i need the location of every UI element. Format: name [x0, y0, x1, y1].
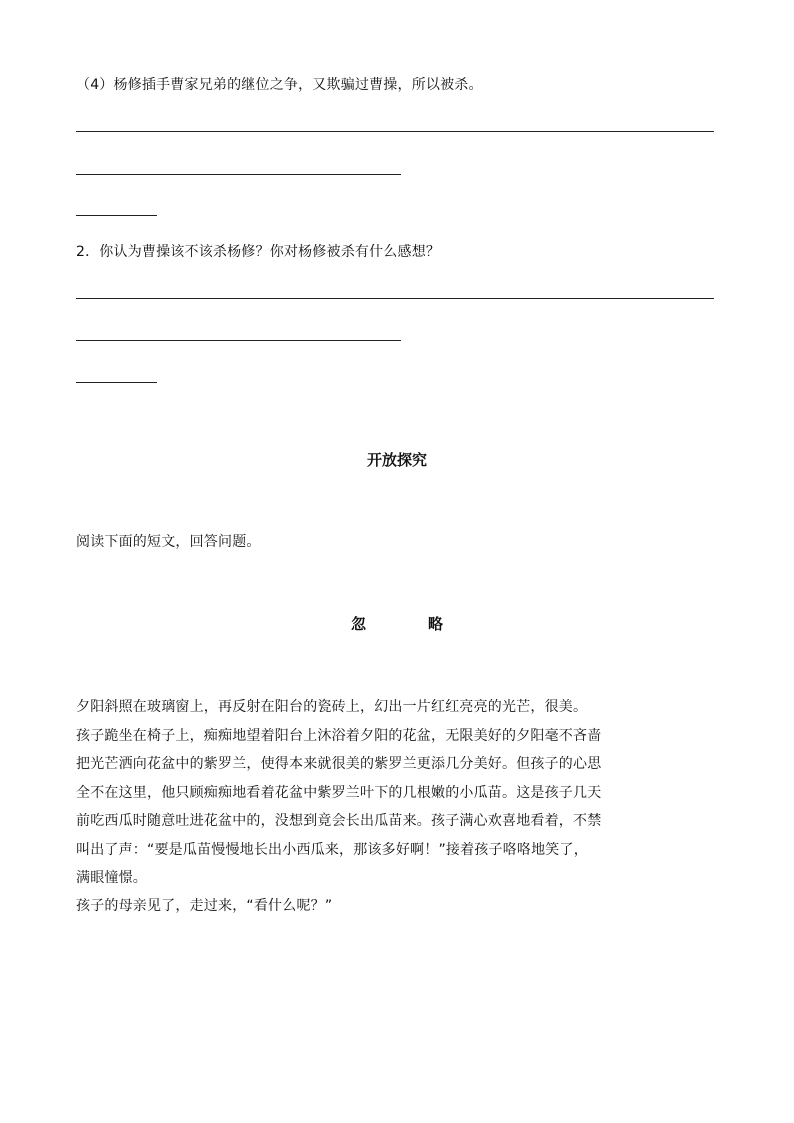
story-line: 夕阳斜照在玻璃窗上，再反射在阳台的瓷砖上，幻出一片红红亮亮的光芒，很美。 [76, 699, 588, 715]
story-line: 把光芒洒向花盆中的紫罗兰，使得本来就很美的紫罗兰更添几分美好。但孩子的心思 [76, 756, 602, 772]
question-4-text: （4）杨修插手曹家兄弟的继位之争，又欺骗过曹操，所以被杀。 [76, 77, 483, 93]
story-line: 孩子的母亲见了，走过来，“看什么呢？” [76, 898, 333, 914]
section-instruction: 阅读下面的短文，回答问题。 [76, 534, 261, 550]
story-line: 满眼憧憬。 [76, 870, 147, 886]
answer-line [76, 215, 157, 216]
section-title: 开放探究 [366, 451, 427, 469]
story-title [0, 615, 794, 633]
story-line: 全不在这里，他只顾痴痴地看着花盆中紫罗兰叶下的几根嫩的小瓜苗。这是孩子几天 [76, 785, 602, 801]
story-line: 叫出了声：“要是瓜苗慢慢地长出小西瓜来，那该多好啊！”接着孩子咯咯地笑了， [76, 842, 588, 858]
answer-line [76, 174, 401, 175]
story-line: 前吃西瓜时随意吐进花盆中的，没想到竟会长出瓜苗来。孩子满心欢喜地看着，不禁 [76, 813, 602, 829]
answer-line [76, 382, 157, 383]
answer-line [76, 340, 401, 341]
question-2-text: 2．你认为曹操该不该杀杨修？你对杨修被杀有什么感想？ [76, 244, 441, 260]
answer-line [76, 131, 714, 132]
story-title-text: 忽略 [350, 615, 505, 633]
answer-line [76, 298, 714, 299]
story-line: 孩子跪坐在椅子上，痴痴地望着阳台上沐浴着夕阳的花盆，无限美好的夕阳毫不吝啬 [76, 728, 602, 744]
